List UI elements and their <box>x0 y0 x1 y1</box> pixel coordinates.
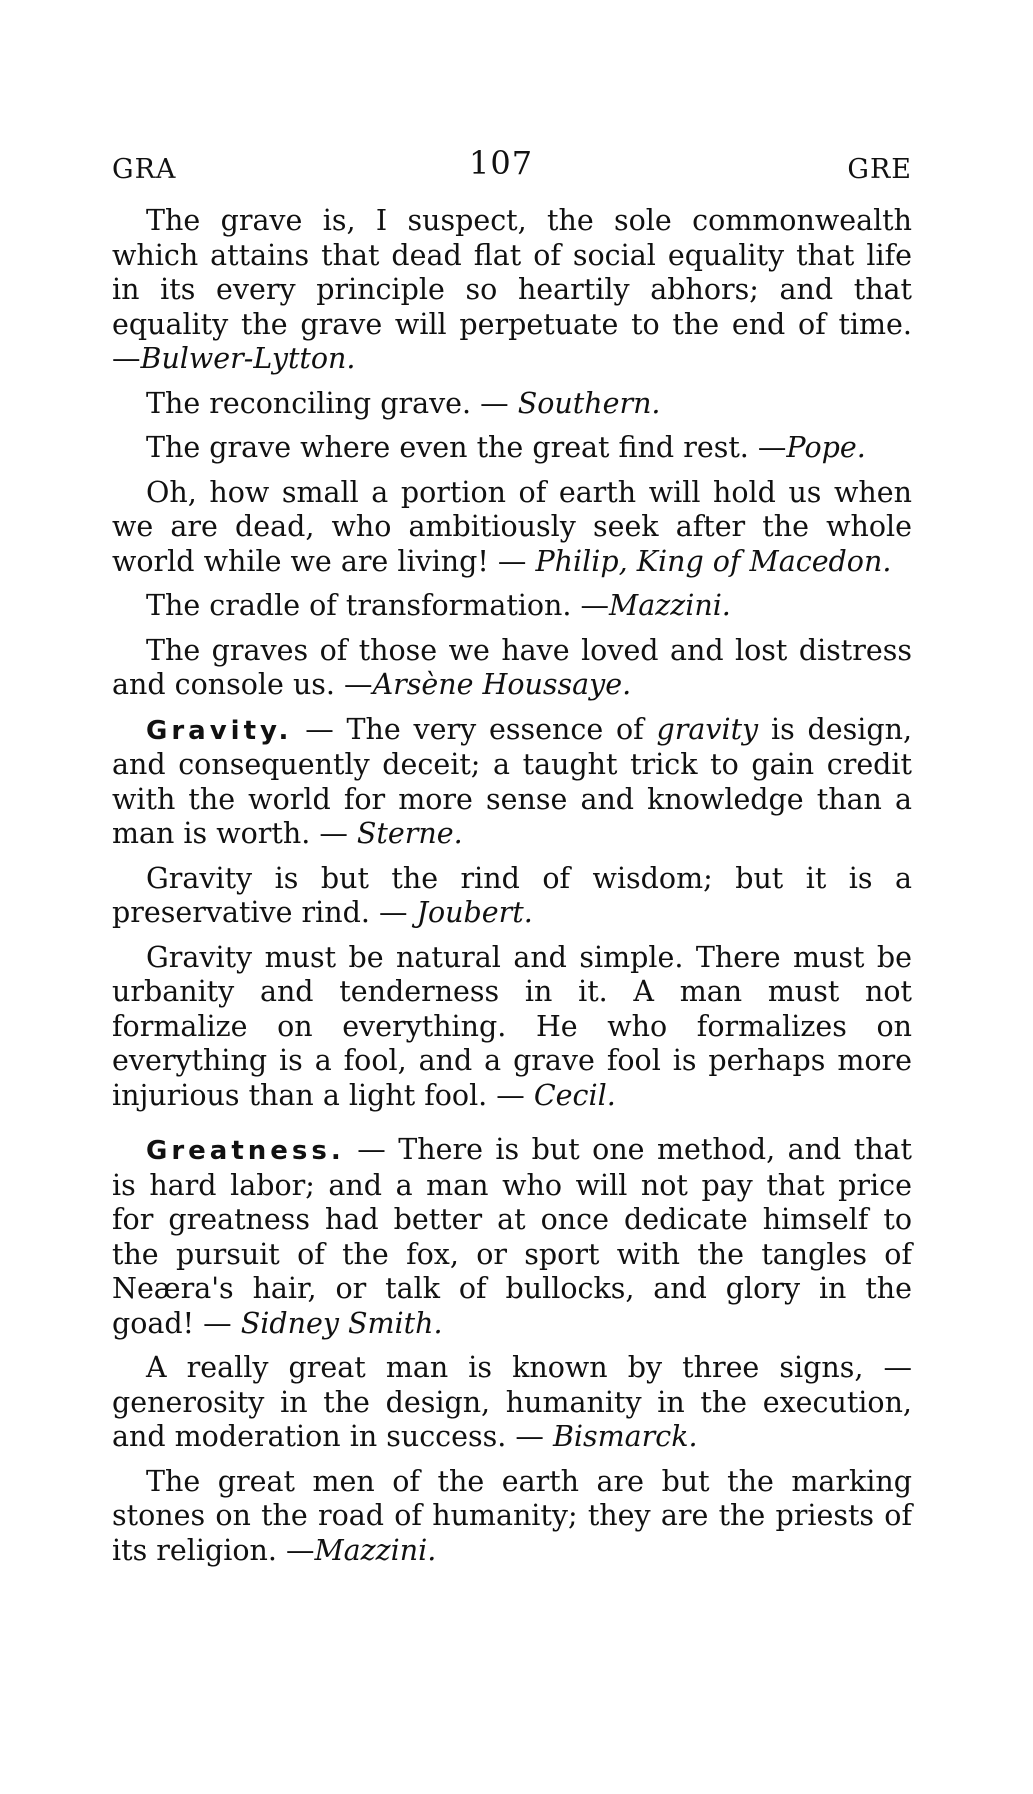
quotation-author: Joubert. <box>416 896 533 929</box>
quotation-text: Gravity must be natural and simple. There must be urbanity and tenderness in it. A man must not formalize on everything. He who formalizes on everything is a fool, and a grave fool is perhaps more injurious than a light fool. — <box>112 940 912 1112</box>
quotation-author: Philip, King of Macedon. <box>535 544 892 578</box>
quotation-text: Gravity is but the rind of wisdom; but it is a preservative rind. — <box>112 861 912 929</box>
running-head-right: GRE <box>847 154 912 185</box>
quotation-author: Arsène Houssaye. <box>372 668 632 701</box>
quotation <box>112 713 912 852</box>
quotation <box>112 589 912 624</box>
quotation-text-continued: is design, and consequently deceit; a taught trick to gain credit with the world for more sense and knowledge than a man is worth. — <box>112 712 912 850</box>
quotation-text: — There is but one method, and that is hard labor; and a man who will not pay that price for greatness had better at once dedicate himself to the pursuit of the fox, or sport with the tangles of Neæra's hair, or talk of bullocks, and glory in the goad! — <box>112 1133 912 1340</box>
quotation-text: The grave where even the great find rest. — <box>146 431 787 464</box>
book-page <box>112 140 912 1740</box>
quotation <box>112 476 912 580</box>
quotation <box>112 1133 912 1341</box>
quotation-author: Bulwer-Lytton. <box>140 342 356 375</box>
quotation-text: The cradle of transformation. — <box>146 589 610 622</box>
quotation-text: The great men of the earth are but the marking stones on the road of humanity; they are the priests of its religion. — <box>112 1464 912 1567</box>
quotation-emphasis: gravity <box>656 712 759 746</box>
quotation-author: Sidney Smith. <box>240 1306 443 1340</box>
quotation-author: Sterne. <box>356 817 463 850</box>
quotation-author: Pope. <box>786 431 866 464</box>
quotation-author: Southern. <box>517 386 661 420</box>
quotation-list <box>112 204 912 1568</box>
quotation <box>112 1351 912 1455</box>
quotation-text: A really great man is known by three signs, — generosity in the design, humanity in the execution, and moderation in success. — <box>112 1351 912 1453</box>
quotation-author: Bismarck. <box>552 1420 698 1453</box>
running-head-left: GRA <box>112 154 177 185</box>
quotation-text: Oh, how small a portion of earth will hold us when we are dead, who ambitiously seek after the whole world while we are living! — <box>112 475 912 578</box>
quotation <box>112 1465 912 1569</box>
quotation <box>112 634 912 703</box>
page-number: 107 <box>469 144 534 182</box>
quotation <box>112 862 912 931</box>
quotation-text: — The very essence of <box>292 712 657 746</box>
quotation-text: The grave is, I suspect, the sole commonwealth which attains that dead flat of social equality that life in its every principle so heartily abhors; and that equality the grave will perpetuate to the end of time. — <box>112 204 912 375</box>
quotation-author: Mazzini. <box>314 1533 437 1567</box>
quotation-author: Cecil. <box>533 1078 616 1112</box>
quotation <box>112 431 912 466</box>
running-head <box>112 140 912 184</box>
topic-heading-gravity: Gravity. <box>146 715 293 746</box>
quotation <box>112 204 912 377</box>
quotation-author: Mazzini. <box>609 589 731 622</box>
quotation-text: The graves of those we have loved and lost distress and console us. — <box>112 633 912 701</box>
topic-heading-greatness: Greatness. <box>146 1136 345 1166</box>
quotation <box>112 387 912 422</box>
quotation-text: The reconciling grave. — <box>146 386 509 420</box>
quotation <box>112 941 912 1114</box>
